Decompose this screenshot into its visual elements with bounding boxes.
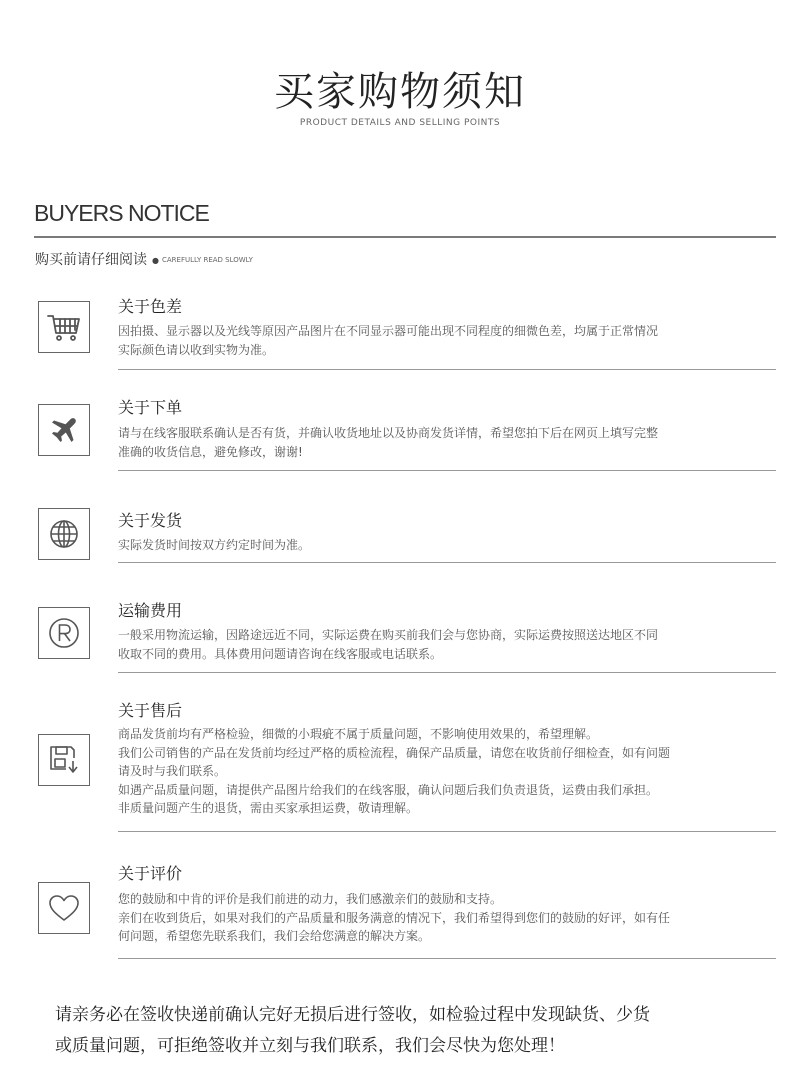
notice-sub-cn: 购买前请仔细阅读 bbox=[35, 252, 147, 268]
save-download-icon bbox=[38, 734, 90, 786]
heart-icon bbox=[38, 882, 90, 934]
section-title-reviews: 关于评价 bbox=[118, 864, 183, 883]
section-line: 非质量问题产生的退货，需由买家承担运费，敬请理解。 bbox=[118, 801, 419, 815]
section-line: 您的鼓励和中肯的评价是我们前进的动力，我们感激亲们的鼓励和支持。 bbox=[118, 892, 503, 906]
globe-icon bbox=[38, 508, 90, 560]
section-line: 商品发货前均有严格检验，细微的小瑕疵不属于质量问题，不影响使用效果的，希望理解。 bbox=[118, 727, 599, 741]
bottom-note-line: 或质量问题，可拒绝签收并立刻与我们联系，我们会尽快为您处理！ bbox=[55, 1036, 565, 1056]
section-line: 准确的收货信息，避免修改，谢谢! bbox=[118, 444, 303, 459]
section-divider bbox=[118, 470, 776, 471]
section-line: 收取不同的费用。具体费用问题请咨询在线客服或电话联系。 bbox=[118, 646, 443, 661]
section-line: 实际发货时间按双方约定时间为准。 bbox=[118, 538, 311, 552]
notice-sub-en: CAREFULLY READ SLOWLY bbox=[161, 256, 253, 264]
section-divider bbox=[118, 562, 776, 563]
notice-divider bbox=[34, 236, 776, 238]
page-title: 买家购物须知 bbox=[274, 69, 526, 115]
section-body-order bbox=[118, 424, 766, 461]
section-divider bbox=[118, 958, 776, 959]
section-title-shipping: 关于发货 bbox=[118, 511, 183, 530]
shopping-cart-icon bbox=[38, 301, 90, 353]
section-title-order: 关于下单 bbox=[118, 398, 183, 417]
notice-subheading bbox=[35, 249, 253, 269]
section-line: 请及时与我们联系。 bbox=[118, 764, 227, 778]
airplane-icon bbox=[38, 404, 90, 456]
section-line: 亲们在收到货后，如果对我们的产品质量和服务满意的情况下，我们希望得到您们的鼓励的好评，如有任 bbox=[118, 910, 671, 925]
section-divider bbox=[118, 672, 776, 673]
section-title-freight: 运输费用 bbox=[118, 601, 183, 620]
page-subtitle: PRODUCT DETAILS AND SELLING POINTS bbox=[299, 118, 501, 128]
section-body-freight bbox=[118, 626, 766, 663]
section-divider bbox=[118, 831, 776, 832]
section-divider bbox=[118, 369, 776, 370]
section-line: 因拍摄、显示器以及光线等原因产品图片在不同显示器可能出现不同程度的细微色差，均属于正常情况 bbox=[118, 324, 659, 338]
section-line: 一般采用物流运输，因路途远近不同，实际运费在购买前我们会与您协商，实际运费按照送达地区不同 bbox=[118, 628, 659, 642]
section-title-color: 关于色差 bbox=[118, 297, 183, 316]
section-body-reviews bbox=[118, 890, 766, 946]
section-line: 我们公司销售的产品在发货前均经过严格的质检流程，确保产品质量，请您在收货前仔细检查，如有问题 bbox=[118, 745, 671, 760]
bottom-note bbox=[55, 1000, 755, 1062]
notice-heading: BUYERS NOTICE bbox=[34, 200, 209, 226]
section-line: 实际颜色请以收到实物为准。 bbox=[118, 342, 275, 357]
section-body-color bbox=[118, 322, 766, 359]
section-body-aftersales bbox=[118, 725, 766, 818]
registered-icon bbox=[38, 607, 90, 659]
bottom-note-line: 请亲务必在签收快递前确认完好无损后进行签收，如检验过程中发现缺货、少货 bbox=[55, 1005, 650, 1025]
section-title-aftersales: 关于售后 bbox=[118, 701, 183, 720]
section-line: 如遇产品质量问题，请提供产品图片给我们的在线客服，确认问题后我们负责退货，运费由我们承担。 bbox=[118, 782, 659, 797]
section-line: 何问题，希望您先联系我们，我们会给您满意的解决方案。 bbox=[118, 929, 431, 943]
section-body-shipping bbox=[118, 536, 766, 555]
section-line: 请与在线客服联系确认是否有货，并确认收货地址以及协商发货详情，希望您拍下后在网页上填写完整 bbox=[118, 426, 659, 440]
bullet-dot: ● bbox=[152, 255, 159, 265]
